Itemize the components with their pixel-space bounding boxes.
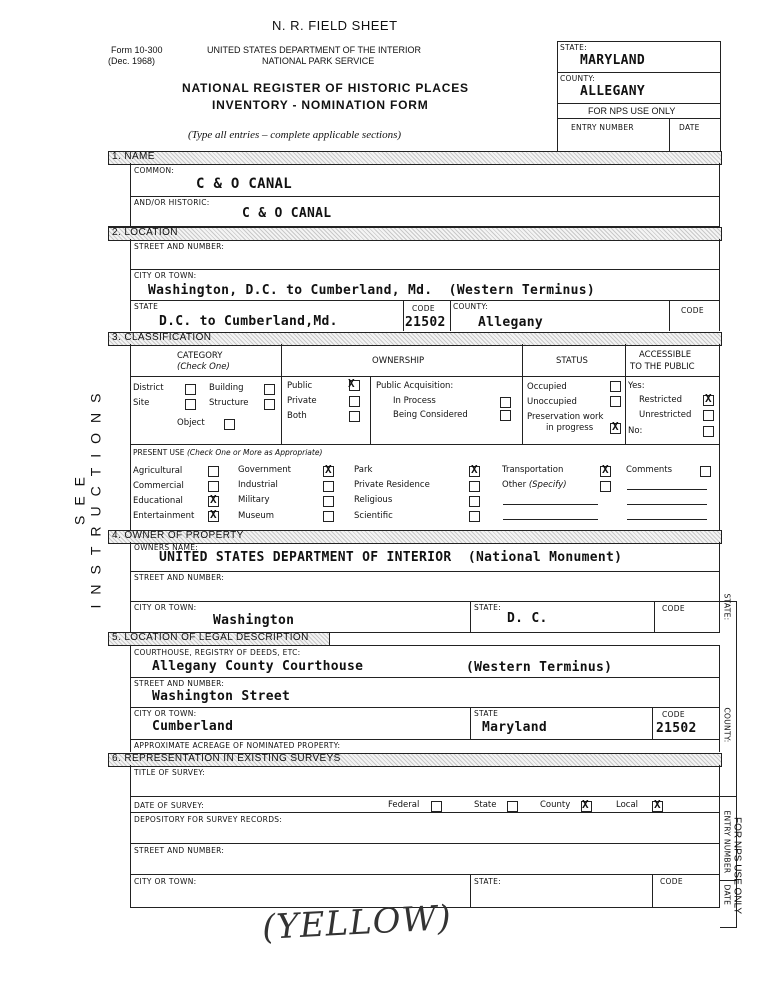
common-value: C & O CANAL: [196, 176, 293, 192]
local-check-mark: X: [654, 798, 661, 811]
county-check-mark: X: [582, 798, 589, 811]
occupied-label: Occupied: [527, 382, 567, 392]
building-checkbox[interactable]: [264, 384, 275, 395]
other-checkbox[interactable]: [600, 481, 611, 492]
no-label: No:: [628, 426, 643, 436]
educational-label: Educational: [133, 496, 183, 506]
religious-label: Religious: [354, 495, 393, 505]
owner-street-label: STREET AND NUMBER:: [134, 573, 225, 582]
owners-value: UNITED STATES DEPARTMENT OF INTERIOR (National Monument): [159, 550, 623, 565]
form-title-1: NATIONAL REGISTER OF HISTORIC PLACES: [182, 81, 469, 95]
in-process-label: In Process: [393, 396, 436, 406]
state-label: STATE:: [560, 43, 587, 52]
survey-state-label: STATE:: [474, 877, 501, 886]
category-heading: CATEGORY: [177, 351, 223, 361]
comments-checkbox[interactable]: [700, 466, 711, 477]
present-use-heading: PRESENT USE: [133, 448, 185, 457]
section-5-header: [108, 632, 330, 646]
occupied-checkbox[interactable]: [610, 381, 621, 392]
commercial-label: Commercial: [133, 481, 184, 491]
building-label: Building: [209, 383, 244, 393]
unoccupied-checkbox[interactable]: [610, 396, 621, 407]
common-label: COMMON:: [134, 166, 175, 175]
park-label: Park: [354, 465, 373, 475]
survey-code-label: CODE: [660, 877, 683, 886]
transportation-label: Transportation: [502, 465, 564, 475]
district-label: District: [133, 383, 164, 393]
commercial-checkbox[interactable]: [208, 481, 219, 492]
owner-city-value: Washington: [213, 613, 295, 628]
being-considered-label: Being Considered: [393, 410, 468, 420]
transportation-check-mark: X: [602, 463, 609, 476]
city-label: CITY OR TOWN:: [134, 271, 197, 280]
military-label: Military: [238, 495, 270, 505]
state-value: MARYLAND: [580, 53, 646, 68]
agency-line-2: NATIONAL PARK SERVICE: [262, 56, 375, 66]
courthouse-label: COURTHOUSE, REGISTRY OF DEEDS, ETC:: [134, 648, 301, 657]
unoccupied-label: Unoccupied: [527, 397, 577, 407]
state-survey-checkbox[interactable]: [507, 801, 518, 812]
government-label: Government: [238, 465, 292, 475]
both-checkbox[interactable]: [349, 411, 360, 422]
section-3-title: 3. CLASSIFICATION: [112, 332, 212, 343]
field-sheet-title: N. R. FIELD SHEET: [272, 18, 398, 33]
agricultural-checkbox[interactable]: [208, 466, 219, 477]
code2-label: CODE: [681, 306, 704, 315]
being-considered-checkbox[interactable]: [500, 410, 511, 421]
survey-date-label: DATE OF SURVEY:: [134, 801, 205, 810]
industrial-checkbox[interactable]: [323, 481, 334, 492]
preservation-label-2: in progress: [546, 423, 594, 433]
code-value-2: 21502: [405, 315, 446, 330]
county-value-2: Allegany: [478, 315, 544, 330]
courthouse-note: (Western Terminus): [466, 660, 613, 675]
entry-number-label: ENTRY NUMBER: [571, 123, 634, 132]
side-state-label: STATE:: [722, 593, 732, 621]
entertainment-label: Entertainment: [133, 511, 195, 521]
state-value-2: D.C. to Cumberland,Md.: [159, 314, 338, 329]
entertainment-check-mark: X: [210, 508, 217, 521]
form-date: (Dec. 1968): [108, 56, 156, 66]
scientific-checkbox[interactable]: [469, 511, 480, 522]
section-6-header: [108, 753, 722, 767]
in-process-checkbox[interactable]: [500, 397, 511, 408]
form-number: Form 10-300: [111, 45, 163, 55]
county-value: ALLEGANY: [580, 84, 646, 99]
agency-line-1: UNITED STATES DEPARTMENT OF THE INTERIOR: [207, 45, 422, 55]
scientific-label: Scientific: [354, 511, 393, 521]
unrestricted-label: Unrestricted: [639, 410, 692, 420]
religious-checkbox[interactable]: [469, 496, 480, 507]
site-checkbox[interactable]: [185, 399, 196, 410]
agricultural-label: Agricultural: [133, 466, 183, 476]
section-5-title: 5. LOCATION OF LEGAL DESCRIPTION: [112, 632, 309, 643]
county-label-2: COUNTY:: [453, 302, 489, 311]
section-1-title: 1. NAME: [112, 151, 155, 162]
owner-city-label: CITY OR TOWN:: [134, 603, 197, 612]
section-1-header: [108, 151, 722, 165]
code-label-2: CODE: [412, 304, 435, 313]
other-label: [502, 480, 567, 490]
educational-check-mark: X: [210, 493, 217, 506]
survey-street-label: STREET AND NUMBER:: [134, 846, 225, 855]
object-label: Object: [177, 418, 205, 428]
owner-code-label: CODE: [662, 604, 685, 613]
acreage-label: APPROXIMATE ACREAGE OF NOMINATED PROPERTY:: [134, 741, 341, 750]
survey-title-label: TITLE OF SURVEY:: [134, 768, 206, 777]
acquisition-label: Public Acquisition:: [376, 381, 454, 391]
historic-label: AND/OR HISTORIC:: [134, 198, 210, 207]
comments-label: Comments: [626, 465, 673, 475]
public-check-mark: X: [348, 377, 355, 390]
county-label: COUNTY:: [560, 74, 596, 83]
site-label: Site: [133, 398, 150, 408]
county-survey-label: County: [540, 800, 571, 810]
both-label: Both: [287, 411, 307, 421]
legal-city-value: Cumberland: [152, 719, 234, 734]
state-label-2: STATE: [134, 302, 159, 311]
depository-label: DEPOSITORY FOR SURVEY RECORDS:: [134, 815, 283, 824]
state-survey-label: State: [474, 800, 497, 810]
accessible-heading-2: TO THE PUBLIC: [630, 362, 695, 372]
structure-checkbox[interactable]: [264, 399, 275, 410]
section-4-header: [108, 530, 722, 544]
local-survey-label: Local: [616, 800, 639, 810]
side-date-label: DATE: [722, 884, 732, 906]
present-use-note: (Check One or More as Appropriate): [186, 448, 323, 457]
legal-street-label: STREET AND NUMBER:: [134, 679, 225, 688]
form-title-2: INVENTORY - NOMINATION FORM: [212, 98, 429, 112]
side-entry-label: ENTRY NUMBER: [722, 810, 732, 874]
city-value: Washington, D.C. to Cumberland, Md. (Western Terminus): [148, 283, 595, 298]
section-2-title: 2. LOCATION: [112, 227, 178, 238]
handwritten-yellow: (YELLOW): [261, 898, 453, 948]
legal-state-value: Maryland: [482, 720, 548, 735]
unrestricted-checkbox[interactable]: [703, 410, 714, 421]
preservation-label-1: Preservation work: [527, 412, 604, 422]
private-residence-checkbox[interactable]: [469, 481, 480, 492]
district-checkbox[interactable]: [185, 384, 196, 395]
public-label: Public: [287, 381, 313, 391]
see-instructions-vertical: SEE INSTRUCTIONS: [71, 383, 104, 609]
private-checkbox[interactable]: [349, 396, 360, 407]
military-checkbox[interactable]: [323, 496, 334, 507]
restricted-check-mark: X: [705, 392, 712, 405]
legal-state-label: STATE: [474, 709, 499, 718]
preservation-check-mark: X: [612, 420, 619, 433]
check-one-note: (Check One): [177, 362, 230, 372]
no-checkbox[interactable]: [703, 426, 714, 437]
object-checkbox[interactable]: [224, 419, 235, 430]
private-residence-label: Private Residence: [354, 480, 430, 490]
side-nps-label: FOR NPS USE ONLY: [731, 816, 743, 915]
structure-label: Structure: [209, 398, 249, 408]
restricted-label: Restricted: [639, 395, 683, 405]
private-label: Private: [287, 396, 317, 406]
legal-code-value: 21502: [656, 721, 697, 736]
date-label: DATE: [679, 123, 700, 132]
survey-city-label: CITY OR TOWN:: [134, 877, 197, 886]
nps-use-only: FOR NPS USE ONLY: [588, 106, 676, 116]
section-6-title: 6. REPRESENTATION IN EXISTING SURVEYS: [112, 753, 341, 764]
present-use-label: [133, 448, 322, 457]
section-3-header: [108, 332, 722, 346]
owners-label: OWNERS NAME:: [134, 543, 199, 552]
section-4-title: 4. OWNER OF PROPERTY: [112, 530, 244, 541]
courthouse-value: Allegany County Courthouse: [152, 659, 364, 674]
accessible-heading-1: ACCESSIBLE: [639, 350, 692, 360]
legal-street-value: Washington Street: [152, 689, 291, 704]
federal-label: Federal: [388, 800, 420, 810]
legal-code-label: CODE: [662, 710, 685, 719]
ownership-heading: OWNERSHIP: [372, 356, 425, 366]
owner-state-value: D. C.: [507, 611, 548, 626]
status-heading: STATUS: [556, 356, 588, 366]
section-2-header: [108, 227, 722, 241]
side-county-label: COUNTY:: [722, 707, 732, 743]
museum-label: Museum: [238, 511, 275, 521]
owner-state-label: STATE:: [474, 603, 501, 612]
form-instructions: (Type all entries – complete applicable sections): [188, 129, 402, 141]
other-text: Other: [502, 480, 527, 490]
park-check-mark: X: [471, 463, 478, 476]
government-check-mark: X: [325, 463, 332, 476]
museum-checkbox[interactable]: [323, 511, 334, 522]
legal-city-label: CITY OR TOWN:: [134, 709, 197, 718]
historic-value: C & O CANAL: [242, 206, 332, 221]
yes-label: Yes:: [628, 381, 645, 391]
federal-checkbox[interactable]: [431, 801, 442, 812]
other-specify: (Specify): [528, 480, 567, 490]
street-label: STREET AND NUMBER:: [134, 242, 225, 251]
industrial-label: Industrial: [238, 480, 278, 490]
